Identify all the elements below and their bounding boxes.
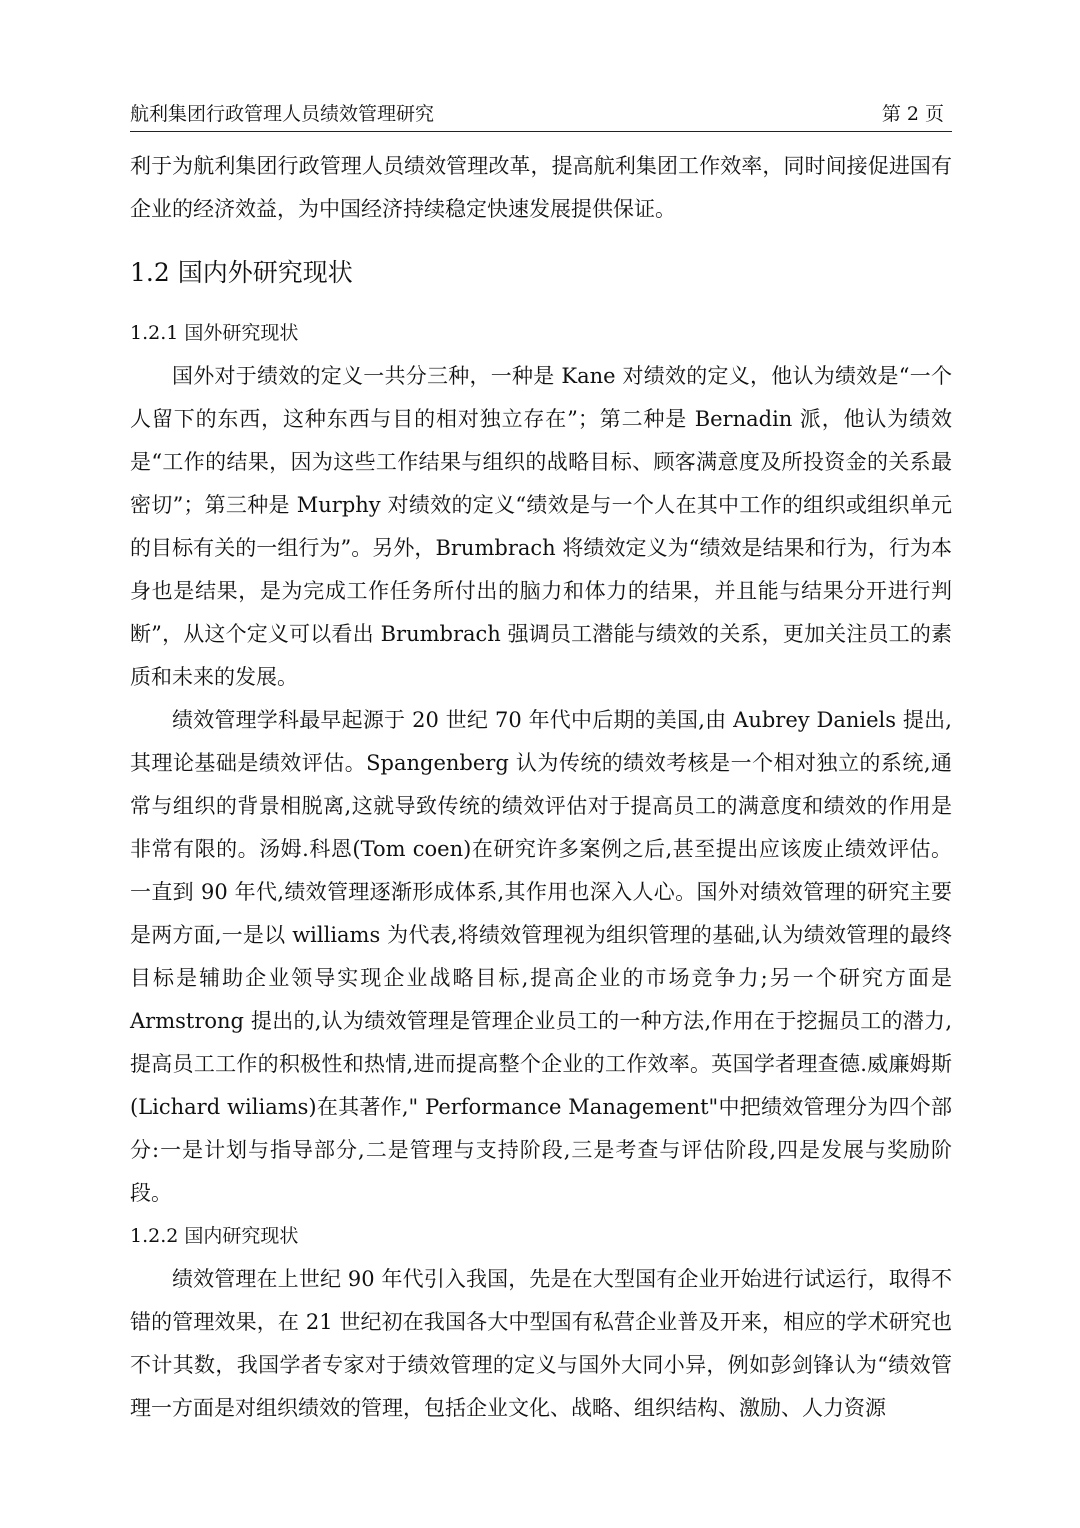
running-header bbox=[130, 102, 952, 132]
page-number: 第 2 页 bbox=[881, 103, 944, 125]
paragraph-performance-definitions: 国外对于绩效的定义一共分三种，一种是 Kane 对绩效的定义，他认为绩效是“一个人留下的东西，这种东西与目的相对独立存在”；第二种是 Bernadin 派，他认为绩效是“工作的结果，因为这些工作结果与组织的战略目标、顾客满意度及所投资金的关系最密切”；第三种是 Murphy 对绩效的定义“绩效是与一个人在其中工作的组织或组织单元的目标有关的一组行为”。另外，Brumbrach 将绩效定义为“绩效是结果和行为，行为本身也是结果，是为完成工作任务所付出的脑力和体力的结果，并且能与结果分开进行判断”，从这个定义可以看出 Brumbrach 强调员工潜能与绩效的关系，更加关注员工的素质和未来的发展。 bbox=[130, 364, 952, 689]
paragraph-performance-management-history: 绩效管理学科最早起源于 20 世纪 70 年代中后期的美国,由 Aubrey Daniels 提出,其理论基础是绩效评估。Spangenberg 认为传统的绩效考核是一个相对独立的系统,通常与组织的背景相脱离,这就导致传统的绩效评估对于提高员工的满意度和绩效的作用是非常有限的。汤姆.科恩(Tom coen)在研究许多案例之后,甚至提出应该废止绩效评估。一直到 90 年代,绩效管理逐渐形成体系,其作用也深入人心。国外对绩效管理的研究主要是两方面,一是以 williams 为代表,将绩效管理视为组织管理的基础,认为绩效管理的最终目标是辅助企业领导实现企业战略目标,提高企业的市场竞争力;另一个研究方面是 Armstrong 提出的,认为绩效管理是管理企业员工的一种方法,作用在于挖掘员工的潜力,提高员工工作的积极性和热情,进而提高整个企业的工作效率。英国学者理查德.威廉姆斯(Lichard wiliams)在其著作," Performance Management"中把绩效管理分为四个部分:一是计划与指导部分,二是管理与支持阶段,三是考查与评估阶段,四是发展与奖励阶段。 bbox=[130, 708, 952, 1205]
intro-paragraph: 利于为航利集团行政管理人员绩效管理改革，提高航利集团工作效率，同时间接促进国有企业的经济效益，为中国经济持续稳定快速发展提供保证。 bbox=[130, 154, 952, 221]
document-title: 航利集团行政管理人员绩效管理研究 bbox=[130, 103, 435, 125]
document-page bbox=[130, 0, 952, 1528]
document-body bbox=[130, 145, 952, 1430]
paragraph-domestic-research: 绩效管理在上世纪 90 年代引入我国，先是在大型国有企业开始进行试运行，取得不错的管理效果，在 21 世纪初在我国各大中型国有私营企业普及开来，相应的学术研究也不计其数，我国学者专家对于绩效管理的定义与国外大同小异，例如彭剑锋认为“绩效管理一方面是对组织绩效的管理，包括企业文化、战略、组织结构、激励、人力资源 bbox=[130, 1267, 952, 1420]
subsection-heading-1-2-1: 1.2.1 国外研究现状 bbox=[130, 322, 299, 344]
section-heading-1-2: 1.2 国内外研究现状 bbox=[130, 258, 353, 287]
subsection-heading-1-2-2: 1.2.2 国内研究现状 bbox=[130, 1225, 299, 1247]
